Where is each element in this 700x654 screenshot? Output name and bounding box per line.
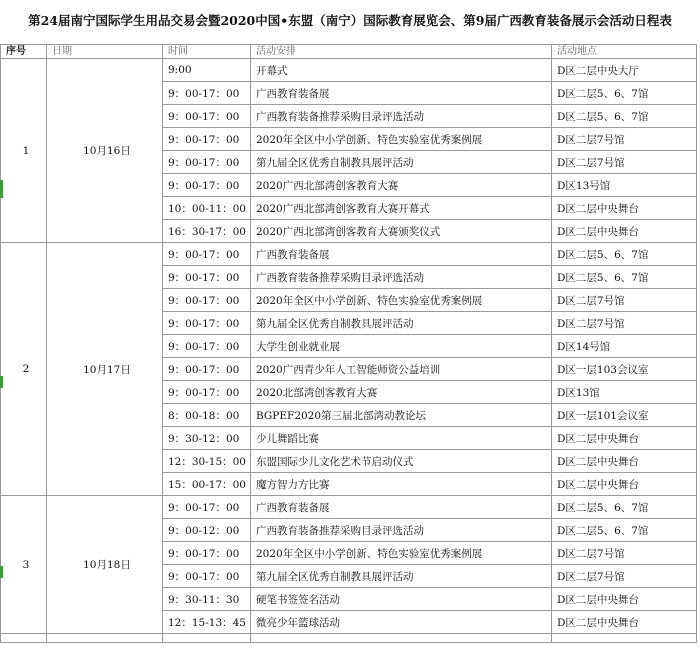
day-date-cell: 10月17日: [47, 243, 163, 496]
activity-cell: 广西教育装备推荐采购目录评选活动: [251, 266, 552, 289]
header-venue: 活动地点: [552, 45, 697, 59]
activity-cell: 广西教育装备展: [251, 243, 552, 266]
edge-mark: [0, 376, 3, 388]
venue-cell: D区二层7号馆: [552, 542, 697, 565]
time-cell: 9：30-12：00: [163, 427, 251, 450]
venue-cell: D区13馆: [552, 381, 697, 404]
time-cell: 16：30-17：00: [163, 220, 251, 243]
header-activity: 活动安排: [251, 45, 552, 59]
edge-mark: [0, 566, 3, 578]
edge-mark: [0, 180, 3, 198]
day-seq-cell: 3: [1, 496, 47, 634]
table-row: [1, 496, 697, 519]
venue-cell: D区二层中央舞台: [552, 450, 697, 473]
venue-cell: D区二层中央舞台: [552, 611, 697, 634]
activity-cell: 2020北部湾创客教育大赛: [251, 381, 552, 404]
activity-cell: 第九届全区优秀自制教具展评活动: [251, 151, 552, 174]
venue-cell: D区二层5、6、7馆: [552, 496, 697, 519]
venue-cell: D区二层7号馆: [552, 565, 697, 588]
time-cell: 9：00-17：00: [163, 565, 251, 588]
time-cell: 9：00-17：00: [163, 312, 251, 335]
time-cell: 9：00-17：00: [163, 358, 251, 381]
time-cell: 9：00-17：00: [163, 496, 251, 519]
schedule-table: [0, 44, 697, 643]
time-cell: 9：00-17：00: [163, 151, 251, 174]
venue-cell: D区二层7号馆: [552, 128, 697, 151]
activity-cell: 魔方智力方比赛: [251, 473, 552, 496]
header-row: [1, 45, 697, 59]
venue-cell: D区二层7号馆: [552, 289, 697, 312]
activity-cell: 2020广西青少年人工智能师资公益培训: [251, 358, 552, 381]
activity-cell: 开幕式: [251, 59, 552, 82]
table-row: [1, 59, 697, 82]
header-seq: 序号: [1, 45, 47, 59]
time-cell: 9：00-17：00: [163, 82, 251, 105]
time-cell: 10：00-11：00: [163, 197, 251, 220]
venue-cell: D区二层5、6、7馆: [552, 266, 697, 289]
venue-cell: D区二层5、6、7馆: [552, 82, 697, 105]
time-cell: 9：00-12：00: [163, 519, 251, 542]
venue-cell: D区二层中央舞台: [552, 220, 697, 243]
activity-cell: 广西教育装备展: [251, 82, 552, 105]
schedule-body: [1, 59, 697, 643]
empty-cell: [251, 634, 552, 643]
activity-cell: 大学生创业就业展: [251, 335, 552, 358]
schedule-title: 第24届南宁国际学生用品交易会暨2020中国•东盟（南宁）国际教育展览会、第9届广西教育装备展示会活动日程表: [28, 13, 672, 28]
activity-cell: 广西教育装备推荐采购目录评选活动: [251, 105, 552, 128]
venue-cell: D区二层5、6、7馆: [552, 105, 697, 128]
header-date: 日期: [47, 45, 163, 59]
venue-cell: D区一层101会议室: [552, 404, 697, 427]
empty-cell: [163, 634, 251, 643]
empty-cell: [1, 634, 47, 643]
venue-cell: D区14号馆: [552, 335, 697, 358]
activity-cell: 东盟国际少儿文化艺术节启动仪式: [251, 450, 552, 473]
time-cell: 9：00-17：00: [163, 335, 251, 358]
activity-cell: 2020广西北部湾创客教育大赛开幕式: [251, 197, 552, 220]
table-row: [1, 634, 697, 643]
empty-cell: [552, 634, 697, 643]
activity-cell: 少儿舞蹈比赛: [251, 427, 552, 450]
activity-cell: 硬笔书签签名活动: [251, 588, 552, 611]
venue-cell: D区二层中央舞台: [552, 197, 697, 220]
time-cell: 12：15-13：45: [163, 611, 251, 634]
activity-cell: 2020年全区中小学创新、特色实验室优秀案例展: [251, 289, 552, 312]
activity-cell: 广西教育装备展: [251, 496, 552, 519]
activity-cell: 广西教育装备推荐采购目录评选活动: [251, 519, 552, 542]
activity-cell: 2020广西北部湾创客教育大赛颁奖仪式: [251, 220, 552, 243]
time-cell: 12：30-15：00: [163, 450, 251, 473]
time-cell: 9：00-17：00: [163, 289, 251, 312]
venue-cell: D区13号馆: [552, 174, 697, 197]
venue-cell: D区二层7号馆: [552, 312, 697, 335]
activity-cell: BGPEF2020第三届北部湾动教论坛: [251, 404, 552, 427]
day-date-cell: 10月18日: [47, 496, 163, 634]
day-seq-cell: 1: [1, 59, 47, 243]
activity-cell: 第九届全区优秀自制教具展评活动: [251, 565, 552, 588]
time-cell: 9：30-11：30: [163, 588, 251, 611]
time-cell: 9：00-17：00: [163, 381, 251, 404]
time-cell: 9：00-17：00: [163, 174, 251, 197]
activity-cell: 2020年全区中小学创新、特色实验室优秀案例展: [251, 542, 552, 565]
time-cell: 9：00-17：00: [163, 105, 251, 128]
time-cell: 9：00-17：00: [163, 128, 251, 151]
activity-cell: 第九届全区优秀自制教具展评活动: [251, 312, 552, 335]
time-cell: 8：00-18：00: [163, 404, 251, 427]
header-time: 时间: [163, 45, 251, 59]
venue-cell: D区二层中央舞台: [552, 427, 697, 450]
venue-cell: D区一层103会议室: [552, 358, 697, 381]
time-cell: 15：00-17：00: [163, 473, 251, 496]
activity-cell: 2020广西北部湾创客教育大赛: [251, 174, 552, 197]
venue-cell: D区二层中央舞台: [552, 588, 697, 611]
day-seq-cell: 2: [1, 243, 47, 496]
table-row: [1, 243, 697, 266]
activity-cell: 2020年全区中小学创新、特色实验室优秀案例展: [251, 128, 552, 151]
time-cell: 9:00: [163, 59, 251, 82]
time-cell: 9：00-17：00: [163, 243, 251, 266]
time-cell: 9：00-17：00: [163, 266, 251, 289]
day-date-cell: 10月16日: [47, 59, 163, 243]
venue-cell: D区二层中央大厅: [552, 59, 697, 82]
empty-cell: [47, 634, 163, 643]
venue-cell: D区二层5、6、7馆: [552, 519, 697, 542]
venue-cell: D区二层中央舞台: [552, 473, 697, 496]
activity-cell: 微亮少年篮球活动: [251, 611, 552, 634]
venue-cell: D区二层7号馆: [552, 151, 697, 174]
time-cell: 9：00-17：00: [163, 542, 251, 565]
venue-cell: D区二层5、6、7馆: [552, 243, 697, 266]
